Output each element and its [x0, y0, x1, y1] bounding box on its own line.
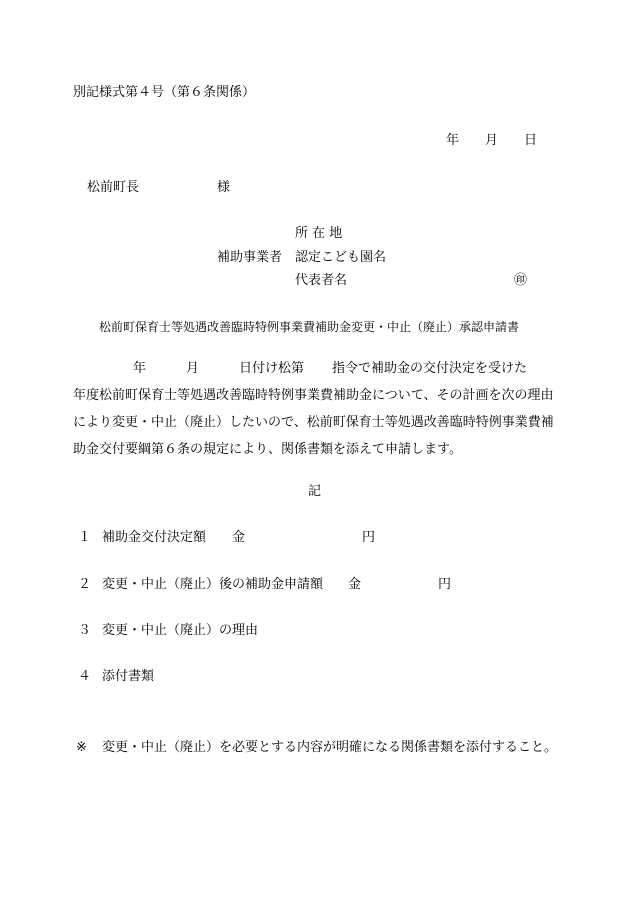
- note-text: 変更・中止（廃止）を必要とする内容が明確になる関係書類を添付すること。: [102, 740, 558, 755]
- document-title: 松前町保育士等処遇改善臨時特例事業費補助金変更・中止（廃止）承認申請書: [99, 320, 520, 334]
- addressee-honorific: 様: [217, 180, 231, 195]
- body-line-2: 年度松前町保育士等処遇改善臨時特例事業費補助金について、その計画を次の理由: [73, 388, 554, 403]
- body-paragraph: [73, 355, 558, 463]
- item-4-number: ４: [78, 669, 92, 684]
- ki-heading: 記: [308, 484, 322, 499]
- item-1-yen: 円: [362, 530, 376, 545]
- item-1-label: 補助金交付決定額: [102, 530, 207, 545]
- seal-mark: ㊞: [514, 273, 528, 288]
- item-1-number: １: [78, 530, 92, 545]
- body-line-1: [73, 355, 558, 382]
- body-notice-prefix: 日付け松第: [239, 361, 305, 376]
- date-day: 日: [524, 133, 538, 148]
- body-notice-suffix: 指令で補助金の交付決定を受けた: [332, 361, 528, 376]
- addressee-name: 松前町長: [87, 180, 140, 195]
- body-month: 月: [186, 361, 200, 376]
- applicant-role: 補助事業者: [217, 250, 283, 265]
- item-4-label: 添付書類: [102, 669, 155, 684]
- item-2-number: ２: [78, 577, 92, 592]
- date-year: 年: [446, 133, 460, 148]
- item-1-kin: 金: [232, 530, 246, 545]
- date-month: 月: [485, 133, 499, 148]
- note-mark: ※: [76, 740, 87, 755]
- item-2-yen: 円: [438, 577, 452, 592]
- address-label: 所 在 地: [295, 226, 343, 241]
- body-line-3: により変更・中止（廃止）したいので、松前町保育士等処遇改善臨時特例事業費補: [73, 415, 554, 430]
- item-2-label: 変更・中止（廃止）後の補助金申請額: [102, 577, 324, 592]
- body-year: 年: [133, 361, 147, 376]
- item-2-kin: 金: [348, 577, 362, 592]
- body-line-4: 助金交付要綱第６条の規定により、関係書類を添えて申請します。: [73, 442, 462, 457]
- item-3-label: 変更・中止（廃止）の理由: [102, 623, 259, 638]
- item-3-number: ３: [78, 623, 92, 638]
- facility-label: 認定こども園名: [295, 250, 387, 265]
- representative-label: 代表者名: [295, 273, 348, 288]
- form-number: 別記様式第４号（第６条関係）: [73, 85, 256, 100]
